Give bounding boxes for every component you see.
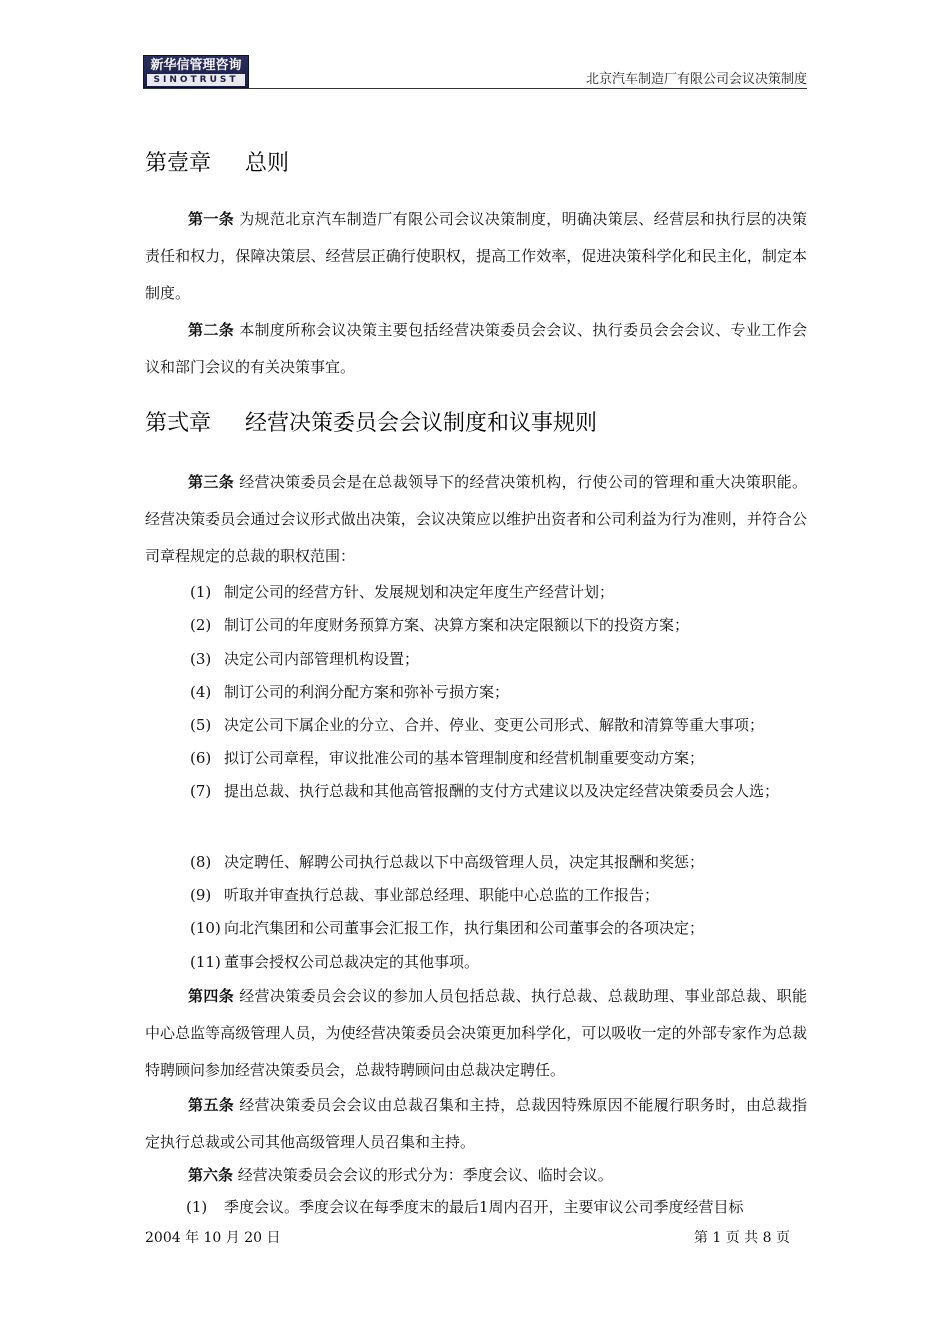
item-number: (4) [190, 683, 212, 701]
item-text: 制订公司的年度财务预算方案、决算方案和决定限额以下的投资方案； [224, 616, 690, 634]
item-number: (8) [190, 853, 212, 871]
article-2 [145, 312, 807, 386]
article-5 [145, 1087, 807, 1161]
article-label: 第六条 [188, 1166, 234, 1184]
header-divider [143, 88, 807, 89]
item-text: 向北汽集团和公司董事会汇报工作，执行集团和公司董事会的各项决定； [224, 919, 705, 937]
article-text: 经营决策委员会会议的参加人员包括总裁、执行总裁、总裁助理、事业部总裁、职能中心总监等高级管理人员，为使经营决策委员会决策更加科学化，可以吸收一定的外部专家作为总裁特聘顾问参加经营决策委员会，总裁特聘顾问由总裁决定聘任。 [145, 987, 807, 1079]
article-text: 本制度所称会议决策主要包括经营决策委员会会议、执行委员会会会议、专业工作会议和部门会议的有关决策事宜。 [145, 321, 807, 376]
list-item [190, 740, 807, 777]
list-item [186, 1189, 807, 1226]
item-text: 提出总裁、执行总裁和其他高管报酬的支付方式建议以及决定经营决策委员会人选； [224, 782, 780, 800]
list-item [190, 910, 807, 947]
article-label: 第四条 [188, 987, 235, 1005]
logo-english-text: SINOTRUST [147, 74, 245, 86]
item-number: (2) [190, 616, 212, 634]
logo-chinese-text: 新华信管理咨询 [150, 58, 242, 73]
article-3 [145, 464, 807, 575]
list-item [190, 877, 807, 914]
list-item [190, 707, 807, 744]
list-item [190, 641, 807, 678]
list-item [190, 607, 807, 644]
item-number: (10) [190, 919, 221, 937]
list-item [190, 844, 807, 881]
item-number: (9) [190, 886, 212, 904]
footer-page-number: 第 1 页 共 8 页 [693, 1230, 790, 1246]
article-text: 经营决策委员会会议的形式分为：季度会议、临时会议。 [237, 1166, 613, 1184]
company-logo [143, 55, 249, 88]
item-text: 季度会议。季度会议在每季度末的最后1周内召开，主要审议公司季度经营目标 [224, 1198, 744, 1216]
item-number: (5) [190, 716, 212, 734]
item-number: (7) [190, 782, 212, 800]
list-item [190, 773, 807, 810]
article-label: 第一条 [188, 210, 235, 228]
item-text: 决定公司内部管理机构设置； [224, 650, 420, 668]
article-label: 第五条 [188, 1096, 235, 1114]
item-text: 制定公司的经营方针、发展规划和决定年度生产经营计划； [224, 583, 615, 601]
item-number: (1) [186, 1198, 208, 1216]
item-text: 决定聘任、解聘公司执行总裁以下中高级管理人员，决定其报酬和奖惩； [224, 853, 705, 871]
article-label: 第二条 [188, 321, 235, 339]
item-text: 董事会授权公司总裁决定的其他事项。 [224, 953, 480, 971]
item-text: 拟订公司章程，审议批准公司的基本管理制度和经营机制重要变动方案； [224, 749, 705, 767]
article-label: 第三条 [188, 473, 235, 491]
article-1 [145, 201, 807, 312]
article-text: 经营决策委员会会议由总裁召集和主持，总裁因特殊原因不能履行职务时，由总裁指定执行总裁或公司其他高级管理人员召集和主持。 [145, 1096, 807, 1151]
item-text: 决定公司下属企业的分立、合并、停业、变更公司形式、解散和清算等重大事项； [224, 716, 765, 734]
chapter-title: 总则 [245, 151, 290, 176]
list-item [190, 674, 807, 711]
item-number: (11) [190, 953, 221, 971]
article-text: 为规范北京汽车制造厂有限公司会议决策制度，明确决策层、经营层和执行层的决策责任和权力，保障决策层、经营层正确行使职权，提高工作效率，促进决策科学化和民主化，制定本制度。 [145, 210, 807, 302]
list-item [190, 574, 807, 611]
list-item [190, 944, 807, 981]
item-number: (6) [190, 749, 212, 767]
item-number: (3) [190, 650, 212, 668]
article-4 [145, 978, 807, 1089]
item-number: (1) [190, 583, 212, 601]
document-header-title: 北京汽车制造厂有限公司会议决策制度 [585, 72, 807, 87]
footer-date: 2004 年 10 月 20 日 [145, 1230, 281, 1246]
item-text: 制订公司的利润分配方案和弥补亏损方案； [224, 683, 510, 701]
chapter-number: 第壹章 [145, 151, 212, 176]
item-text: 听取并审查执行总裁、事业部总经理、职能中心总监的工作报告； [224, 886, 660, 904]
chapter-title: 经营决策委员会会议制度和议事规则 [245, 411, 598, 436]
chapter-heading-1 [145, 146, 289, 177]
article-text: 经营决策委员会是在总裁领导下的经营决策机构，行使公司的管理和重大决策职能。经营决策委员会通过会议形式做出决策，会议决策应以维护出资者和公司利益为行为准则，并符合公司章程规定的总裁的职权范围： [145, 473, 807, 565]
chapter-number: 第弍章 [145, 411, 212, 436]
chapter-heading-2 [145, 406, 597, 437]
